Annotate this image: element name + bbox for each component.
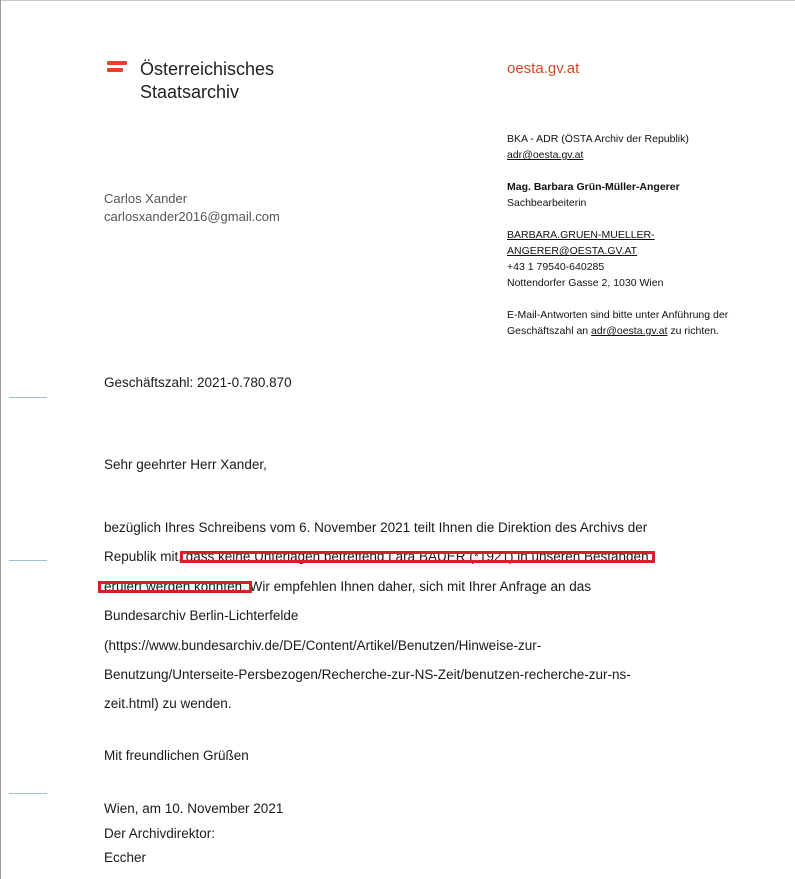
austrian-flag-icon xyxy=(107,61,127,75)
margin-fold-mark xyxy=(9,793,47,794)
body-line: eruiert werden konnten. Wir empfehlen Ihnen daher, sich mit Ihrer Anfrage an das xyxy=(104,578,592,594)
logo-wordmark xyxy=(140,58,274,104)
sender-address: Nottendorfer Gasse 2, 1030 Wien xyxy=(507,277,664,289)
reply-email-link[interactable]: adr@oesta.gv.at xyxy=(591,325,668,337)
page-left-border xyxy=(0,0,1,879)
body-line: zeit.html) zu wenden. xyxy=(104,696,232,712)
recipient-name: Carlos Xander xyxy=(104,191,188,206)
website-link[interactable]: oesta.gv.at xyxy=(507,60,580,77)
sender-role: Sachbearbeiterin xyxy=(507,197,587,209)
signatory-title: Der Archivdirektor: xyxy=(104,825,216,841)
salutation: Sehr geehrter Herr Xander, xyxy=(104,457,267,472)
sender-email-link-line1[interactable]: BARBARA.GRUEN-MUELLER- xyxy=(507,229,655,241)
body-line: bezüglich Ihres Schreibens vom 6. November 2021 teilt Ihnen die Direktion des Archivs der xyxy=(104,520,648,535)
sender-name: Mag. Barbara Grün-Müller-Angerer xyxy=(507,181,680,193)
body-line-url: (https://www.bundesarchiv.de/DE/Content/Artikel/Benutzen/Hinweise-zur- xyxy=(104,637,542,653)
body-line: Republik mit, dass keine Unterlagen betreffend Lara BAUER (*1921) in unseren Beständen xyxy=(104,549,649,565)
margin-fold-mark xyxy=(9,397,47,398)
reply-note-line2: Geschäftszahl an adr@oesta.gv.at zu richten. xyxy=(507,325,719,337)
department-email-link[interactable]: adr@oesta.gv.at xyxy=(507,149,584,161)
signatory-name: Eccher xyxy=(104,850,147,865)
body-line: Bundesarchiv Berlin-Lichterfelde xyxy=(104,608,299,624)
logo-line1: Österreichisches xyxy=(140,59,275,79)
highlighted-text: eruiert werden konnten. xyxy=(104,578,246,594)
body-line-url: Benutzung/Unterseite-Persbezogen/Recherche-zur-NS-Zeit/benutzen-recherche-zur-ns- xyxy=(104,666,631,682)
signature-block xyxy=(104,797,283,871)
letter-body xyxy=(104,513,744,719)
page-top-border xyxy=(0,0,795,1)
sender-email-link-line2[interactable]: ANGERER@OESTA.GV.AT xyxy=(507,245,638,257)
sender-phone: +43 1 79540-640285 xyxy=(507,261,605,273)
sender-department: BKA - ADR (ÖSTA Archiv der Republik) xyxy=(507,133,689,145)
reply-note-line1: E-Mail-Antworten sind bitte unter Anführung der xyxy=(507,309,729,321)
logo-line2: Staatsarchiv xyxy=(140,82,240,102)
highlighted-text: dass keine Unterlagen betreffend Lara BAUER (*1921) in unseren Beständen xyxy=(185,549,649,565)
recipient-block xyxy=(104,190,280,226)
sender-block xyxy=(507,131,767,355)
reference-number: Geschäftszahl: 2021-0.780.870 xyxy=(104,375,292,390)
place-date: Wien, am 10. November 2021 xyxy=(104,801,284,816)
recipient-email: carlosxander2016@gmail.com xyxy=(104,209,280,224)
margin-punch-mark xyxy=(9,560,47,561)
closing-phrase: Mit freundlichen Grüßen xyxy=(104,748,249,763)
